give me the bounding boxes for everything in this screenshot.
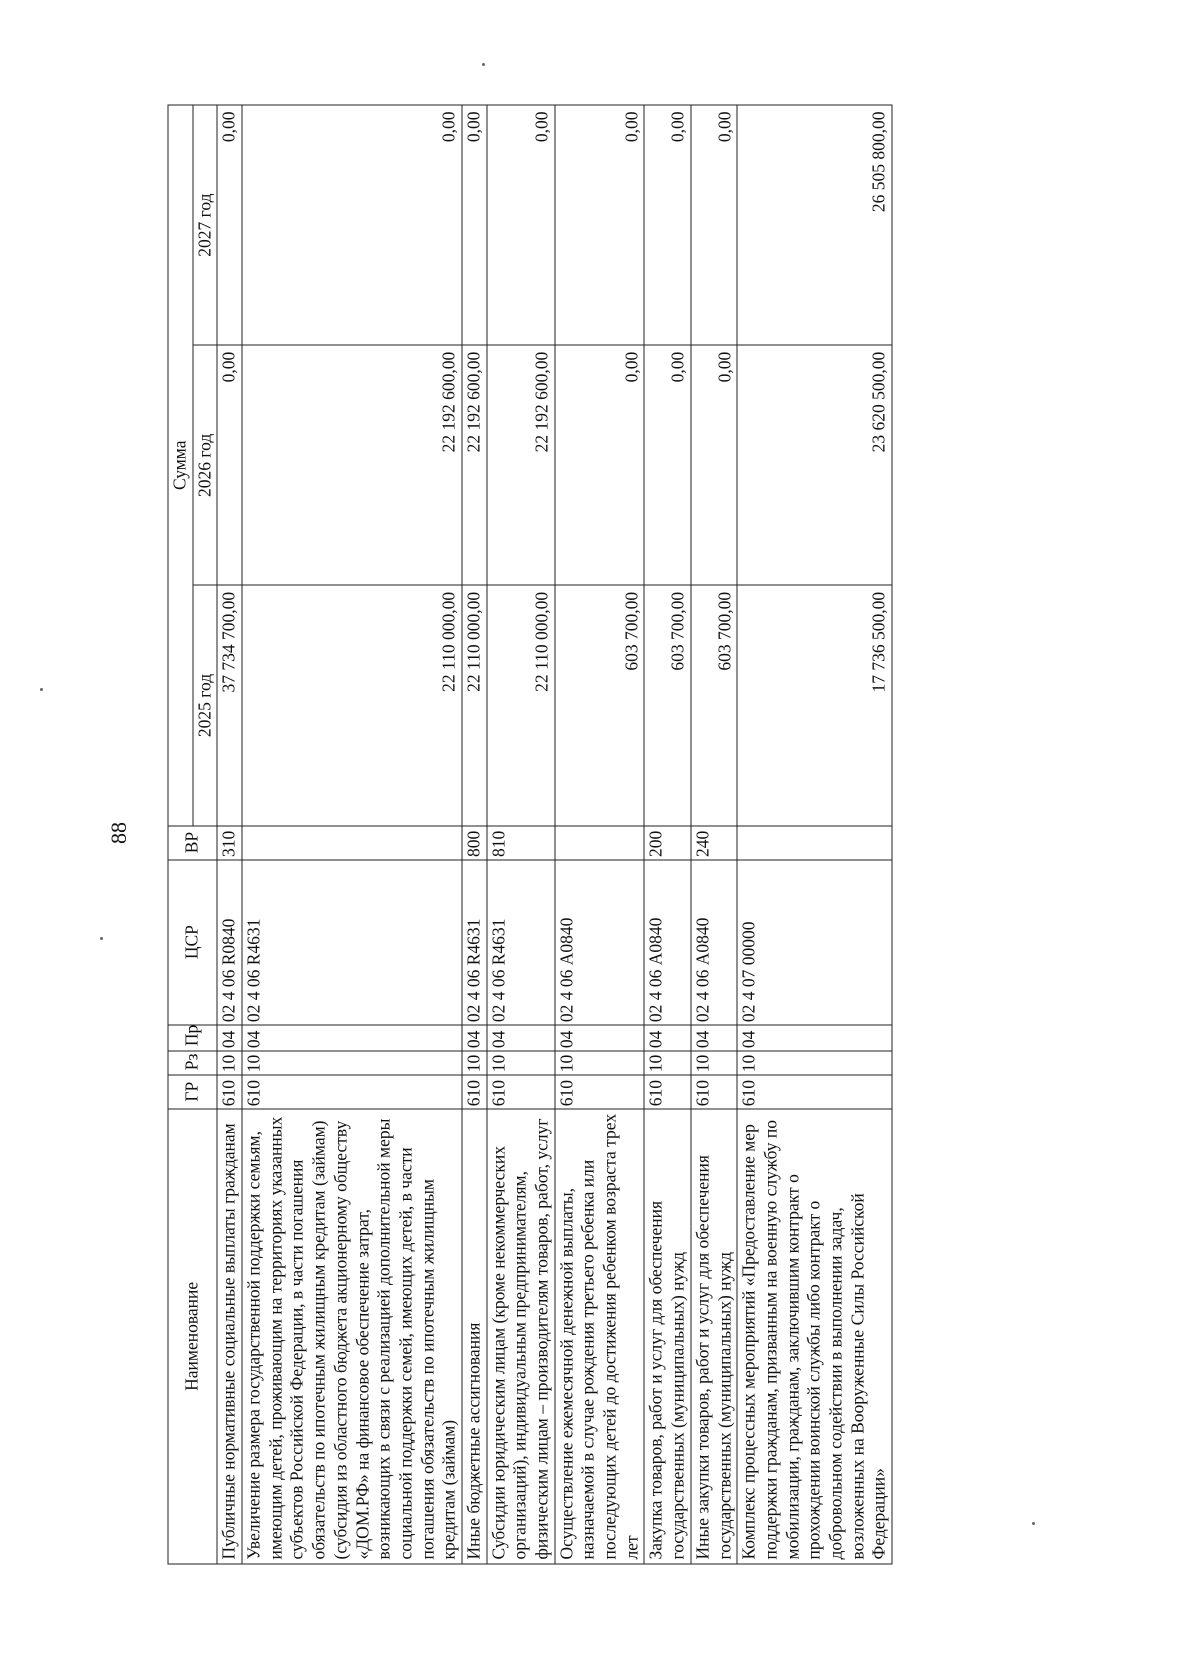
row-vr [737,826,892,860]
row-2026: 0,00 [217,345,242,585]
row-csr: 02 4 06 А0840 [691,860,737,1025]
row-csr: 02 4 06 R4631 [487,860,555,1025]
row-2026: 0,00 [691,345,737,585]
row-rz: 10 [644,1051,690,1075]
row-2025: 37 734 700,00 [217,585,242,825]
row-2025: 603 700,00 [691,585,737,825]
table-row [242,105,462,1564]
table-row [462,105,487,1564]
row-2027: 0,00 [555,105,645,345]
header-2026: 2026 год [193,345,218,585]
row-gr: 610 [737,1075,892,1109]
header-gr: ГР [168,1075,217,1109]
row-2027: 0,00 [487,105,555,345]
row-2025: 603 700,00 [644,585,690,825]
row-gr: 610 [691,1075,737,1109]
row-2025: 17 736 500,00 [737,585,892,825]
row-csr: 02 4 07 00000 [737,860,892,1025]
row-name: Публичные нормативные социальные выплаты гражданам [217,1109,242,1564]
row-gr: 610 [487,1075,555,1109]
row-pr: 04 [555,1025,645,1051]
row-gr: 610 [462,1075,487,1109]
row-name: Иные бюджетные ассигнования [462,1109,487,1564]
row-rz: 10 [555,1051,645,1075]
row-vr [555,826,645,860]
row-rz: 10 [691,1051,737,1075]
row-name: Закупка товаров, работ и услуг для обеспечения государственных (муниципальных) нужд [644,1109,690,1564]
row-2025: 22 110 000,00 [462,585,487,825]
header-2027: 2027 год [193,105,218,345]
row-csr: 02 4 06 А0840 [555,860,645,1025]
row-2026: 22 192 600,00 [487,345,555,585]
row-2027: 0,00 [644,105,690,345]
row-pr: 04 [644,1025,690,1051]
row-2027: 0,00 [217,105,242,345]
row-2027: 26 505 800,00 [737,105,892,345]
row-pr: 04 [691,1025,737,1051]
header-sum: Сумма [168,105,193,826]
row-2027: 0,00 [462,105,487,345]
header-csr: ЦСР [168,860,217,1025]
page-number: 88 [106,822,131,844]
row-name: Комплекс процессных мероприятий «Предоставление мер поддержки гражданам, призванным на военную службу по мобилизации, гражданам, заключившим контракт о прохождении воинской службы либо контракт о добровольном содействии в выполнении задач, возложенных на Вооруженные Силы Российской Федерации» [737,1109,892,1564]
row-2027: 0,00 [242,105,462,345]
row-pr: 04 [737,1025,892,1051]
row-rz: 10 [737,1051,892,1075]
row-name: Увеличение размера государственной поддержки семьям, имеющим детей, проживающим на территориях указанных субъектов Российской Федерации, в части погашения обязательств по ипотечным жилищным кредитам (займам) (субсидия из областного бюджета акционерному обществу «ДОМ.РФ» на финансовое обеспечение затрат, возникающих в связи с реализацией дополнительной меры социальной поддержки семей, имеющих детей, в части погашения обязательств по ипотечным жилищным кредитам (займам) [242,1109,462,1564]
row-2026: 22 192 600,00 [242,345,462,585]
row-2026: 0,00 [644,345,690,585]
scan-speck [100,937,103,940]
scan-speck [482,63,485,66]
row-2025: 603 700,00 [555,585,645,825]
budget-table [168,105,893,1565]
header-vr: ВР [168,826,217,860]
row-vr: 310 [217,826,242,860]
row-name: Субсидии юридическим лицам (кроме некоммерческих организаций), индивидуальным предпринимателям, физическим лицам – производителям товаров, работ, услуг [487,1109,555,1564]
header-name: Наименование [168,1109,217,1564]
header-rz: Рз [168,1051,217,1075]
row-csr: 02 4 06 R4631 [462,860,487,1025]
row-rz: 10 [242,1051,462,1075]
row-pr: 04 [462,1025,487,1051]
header-2025: 2025 год [193,585,218,825]
row-gr: 610 [644,1075,690,1109]
row-vr: 800 [462,826,487,860]
row-name: Иные закупки товаров, работ и услуг для обеспечения государственных (муниципальных) нужд [691,1109,737,1564]
row-vr: 200 [644,826,690,860]
row-2025: 22 110 000,00 [242,585,462,825]
row-csr: 02 4 06 R0840 [217,860,242,1025]
row-vr [242,826,462,860]
table-row [691,105,737,1564]
row-rz: 10 [462,1051,487,1075]
row-vr: 240 [691,826,737,860]
row-pr: 04 [217,1025,242,1051]
scan-speck [40,688,43,691]
row-gr: 610 [217,1075,242,1109]
row-2025: 22 110 000,00 [487,585,555,825]
table-row [217,105,242,1564]
header-pr: Пр [168,1025,217,1051]
table-row [487,105,555,1564]
table-row [555,105,645,1564]
row-rz: 10 [217,1051,242,1075]
row-rz: 10 [487,1051,555,1075]
row-pr: 04 [242,1025,462,1051]
row-csr: 02 4 06 R4631 [242,860,462,1025]
budget-table-sheet [168,105,1103,1565]
row-2027: 0,00 [691,105,737,345]
table-row [737,105,892,1564]
row-name: Осуществление ежемесячной денежной выплаты, назначаемой в случае рождения третьего ребенка или последующих детей до достижения ребенком возраста трех лет [555,1109,645,1564]
table-row [644,105,690,1564]
row-csr: 02 4 06 А0840 [644,860,690,1025]
row-vr: 810 [487,826,555,860]
row-gr: 610 [242,1075,462,1109]
row-2026: 23 620 500,00 [737,345,892,585]
row-gr: 610 [555,1075,645,1109]
row-2026: 0,00 [555,345,645,585]
row-2026: 22 192 600,00 [462,345,487,585]
row-pr: 04 [487,1025,555,1051]
